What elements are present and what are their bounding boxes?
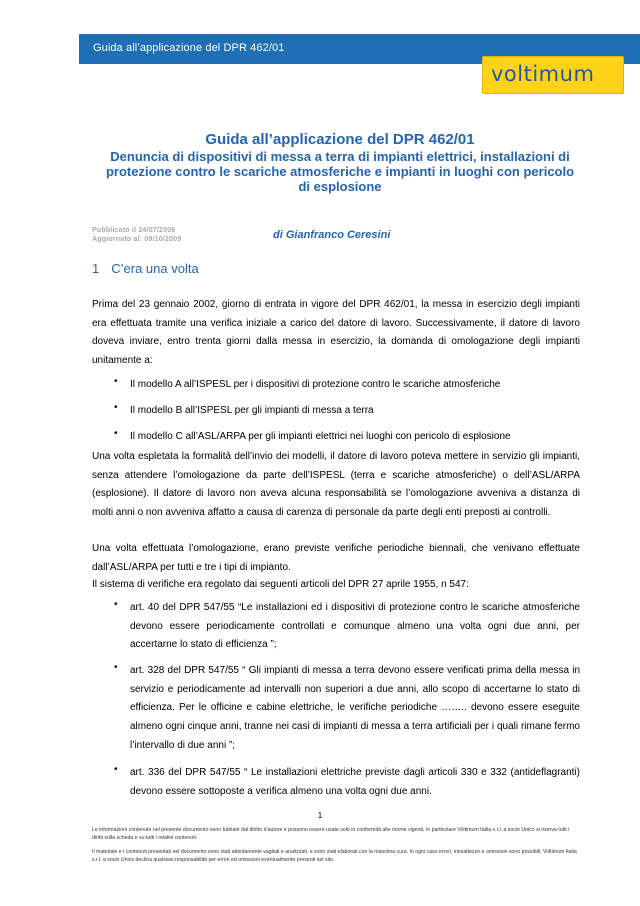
bullet-icon: • <box>114 402 118 413</box>
document-title-block <box>100 131 580 194</box>
list-item <box>92 764 580 801</box>
published-date: Pubblicato il 24/07/2006 <box>92 227 176 234</box>
paragraph-formalita: Una volta espletata la formalità dell’invio dei modelli, il datore di lavoro poteva mettere in servizio gli impianti, senza attendere l’omologazione da parte dell’ISPESL (terra e scariche atmosferiche) o dell’ASL/ARPA (esplosione). Il datore di lavoro non aveva alcuna responsabilità se l’omologazione avveniva a distanza di molti anni o non avveniva affatto a causa di carenza di personale da parte degli enti preposti ai controlli. <box>92 451 580 519</box>
list-item-text: art. 40 del DPR 547/55 “Le installazioni ed i dispositivi di protezione contro le scariche atmosferiche devono essere periodicamente controllati e comunque almeno una volta ogni due anni, per accertarne lo stato di efficienza ”; <box>130 602 580 651</box>
document-title: Guida all’applicazione del DPR 462/01 <box>205 131 475 148</box>
updated-date: Aggiornato al: 09/10/2009 <box>92 236 182 243</box>
footer-disclaimer: Il materiale e i contenuti presentati nel documento sono stati attentamente vagliati e analizzati, e sono stati elaborati con la massima cura. In ogni caso errori, inesattezze e omissioni sono possibili. Voltimum Italia s.r.l. a socio Unico declina qualsiasi responsabilità per errori ed omissioni eventualmente presenti nel sito. <box>92 849 577 863</box>
list-item <box>92 402 580 421</box>
publication-dates <box>92 226 181 244</box>
author-prefix: di <box>273 229 283 241</box>
author-line <box>273 229 390 241</box>
document-subtitle: Denuncia di dispositivi di messa a terra di impianti elettrici, installazioni di protezione contro le scariche atmosferiche e impianti in luoghi con pericolo di esplosione <box>105 149 575 194</box>
voltimum-logo <box>482 56 624 94</box>
list-item <box>92 428 580 447</box>
section-title: C’era una volta <box>111 261 199 276</box>
paragraph-sistema: Il sistema di verifiche era regolato dai seguenti articoli del DPR 27 aprile 1955, n 547: <box>92 579 469 590</box>
bullet-icon: • <box>114 428 118 439</box>
header-title: Guida all’applicazione del DPR 462/01 <box>93 42 285 54</box>
list-item <box>92 376 580 395</box>
list-item <box>92 599 580 655</box>
author-name: Gianfranco Ceresini <box>285 229 391 241</box>
logo-text: voltimum <box>491 62 595 86</box>
list-item-text: Il modello A all’ISPESL per i dispositivi di protezione contro le scariche atmosferiche <box>130 379 501 390</box>
section-number: 1 <box>92 261 100 276</box>
page-number: 1 <box>317 811 323 820</box>
list-item-text: Il modello B all’ISPESL per gli impianti di messa a terra <box>130 405 374 416</box>
bullet-icon: • <box>114 599 118 610</box>
section-heading <box>92 261 199 276</box>
bullet-icon: • <box>114 662 118 673</box>
paragraph-intro: Prima del 23 gennaio 2002, giorno di entrata in vigore del DPR 462/01, la messa in esercizio degli impianti era effettuata tramite una verifica iniziale a carico del datore di lavoro. Successivamente, il datore di lavoro doveva inviare, entro trenta giorni dalla messa in esercizio, la domanda di omologazione degli impianti unitamente a: <box>92 299 580 367</box>
bullet-icon: • <box>114 764 118 775</box>
bullet-icon: • <box>114 376 118 387</box>
footer-copyright: Le informazioni contenute nel presente documento sono tutelate dal diritto d’autore e possono essere usate solo in conformità alle norme vigenti. In particolare Voltimum Italia s.r.l. a socio Unico si riserva tutti i diritti sulla scheda e su tutti i relativi contenuti. <box>92 827 570 841</box>
list-item-text: art. 336 del DPR 547/55 “ Le installazioni elettriche previste dagli articoli 330 e 332 (antideflagranti) devono essere sottoposte a verifica almeno una volta ogni due anni. <box>130 767 580 797</box>
list-item-text: art. 328 del DPR 547/55 “ Gli impianti di messa a terra devono essere verificati prima della messa in servizio e periodicamente ad intervalli non superiori a due anni, allo scopo di accertarne lo stato di efficienza. Per le officine e cabine elettriche, le verifiche periodiche …….. devono essere eseguite almeno ogni cinque anni, tranne nei casi di impianti di messa a terra artificiali per i quali rimane fermo l’intervallo di due anni ”; <box>130 665 580 751</box>
paragraph-omologazione: Una volta effettuata l’omologazione, erano previste verifiche periodiche biennali, che venivano effettuate dall’ASL/ARPA per tutti e tre i tipi di impianto. <box>92 543 580 573</box>
list-item-text: Il modello C all’ASL/ARPA per gli impianti elettrici nei luoghi con pericolo di esplosione <box>130 431 511 442</box>
header-margin <box>0 34 79 64</box>
list-item <box>92 662 580 756</box>
